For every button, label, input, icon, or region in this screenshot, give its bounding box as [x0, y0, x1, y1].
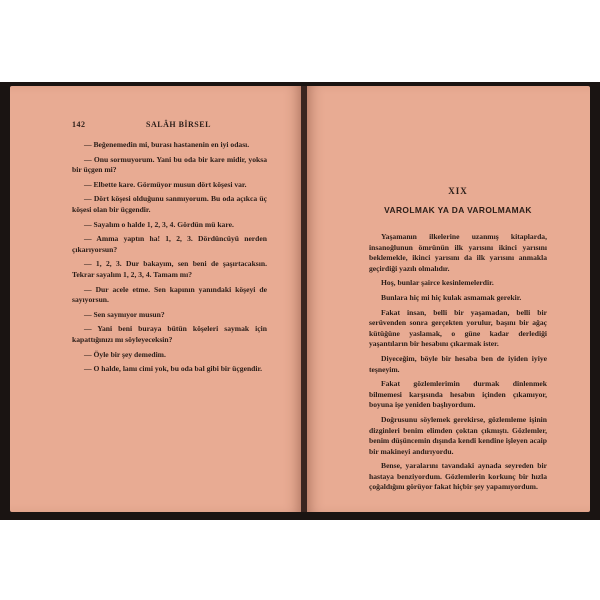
- paragraph: Fakat gözlemlerimin durmak dinlenmek bilmemesi karşısında hesabın içinden çıkamıyor, boyuna işe yeniden başlıyordum.: [369, 379, 547, 410]
- paragraph: — 1, 2, 3. Dur bakayım, sen beni de şaşırtacaksın. Tekrar sayalım 1, 2, 3, 4. Tamam mı?: [72, 259, 267, 279]
- paragraph: — Dört köşesi olduğunu sanmıyorum. Bu oda açıkca üç köşesi olan bir üçgendir.: [72, 194, 267, 214]
- paragraph: Fakat insan, belli bir yaşamadan, belli bir serüvenden sonra gerçekten yorulur, başını bir ağaç kütüğüne yaslamak, o güne kadar derlediği yaşantıların bir hesabını çıkarmak ister.: [369, 307, 547, 349]
- page-number: 142: [72, 120, 86, 129]
- paragraph: — Amma yaptın ha! 1, 2, 3. Dördüncüyü nerden çıkarıyorsun?: [72, 234, 267, 254]
- paragraph: — Elbette kare. Görmüyor musun dört köşesi var.: [84, 179, 247, 189]
- paragraph: — O halde, lamı cimi yok, bu oda bal gibi bir üçgendir.: [84, 364, 263, 374]
- open-book: [0, 82, 600, 520]
- paragraph: — Öyle bir şey demedim.: [84, 349, 166, 359]
- chapter-number: XIX: [448, 186, 468, 196]
- paragraph: — Sayalım o halde 1, 2, 3, 4. Gördün mü kare.: [84, 219, 234, 229]
- paragraph: Bunlara hiç mi hiç kulak asmamak gerekir.: [381, 292, 522, 302]
- right-page: [307, 86, 590, 512]
- paragraph: Hoş, bunlar şairce kesinlemelerdir.: [381, 278, 494, 288]
- paragraph: — Beğenemedin mi, burası hastanenin en iyi odası.: [84, 140, 250, 149]
- paragraph: Diyeceğim, böyle bir hesaba ben de iyiden iyiye teşneyim.: [369, 353, 547, 374]
- paragraph: Bense, yaralarını tavandaki aynada seyreden bir hastaya benziyordum. Gözlemlerin korkunç bir hızla çoğaldığını görüyor fakat hiçbir şey yapamıyordum.: [369, 461, 547, 492]
- right-page-text: [369, 232, 547, 497]
- left-page: [10, 86, 301, 512]
- paragraph: Yaşamanın ilkelerine uzanmış kitaplarda, insanoğlunun ömrünün ilk yarısını ikinci yarısını beklemekle, ikinci yarısını da ilk yarısını anmakla geçirdiği yazılı olmalıdır.: [369, 232, 547, 273]
- paragraph: Doğrusunu söylemek gerekirse, gözlemleme işinin dizginleri benim elimden çoktan çıkmıştı. Gözlemler, benim düşüncemin dışında kendi kendine işleyen acaip bir makineyi andırıyordu.: [369, 414, 547, 456]
- paragraph: — Yani beni buraya bütün köşeleri saymak için kapattığınızı mı söyleyeceksin?: [72, 324, 267, 344]
- running-head: SALÂH BİRSEL: [146, 120, 211, 129]
- paragraph: — Onu sormuyorum. Yani bu oda bir kare midir, yoksa bir üçgen mi?: [72, 154, 267, 175]
- paragraph: — Dur acele etme. Sen kapının yanındaki köşeyi de sayıyorsun.: [72, 284, 267, 305]
- chapter-title: VAROLMAK YA DA VAROLMAMAK: [384, 205, 532, 215]
- paragraph: — Sen saymıyor musun?: [84, 309, 165, 319]
- left-page-text: [72, 140, 267, 379]
